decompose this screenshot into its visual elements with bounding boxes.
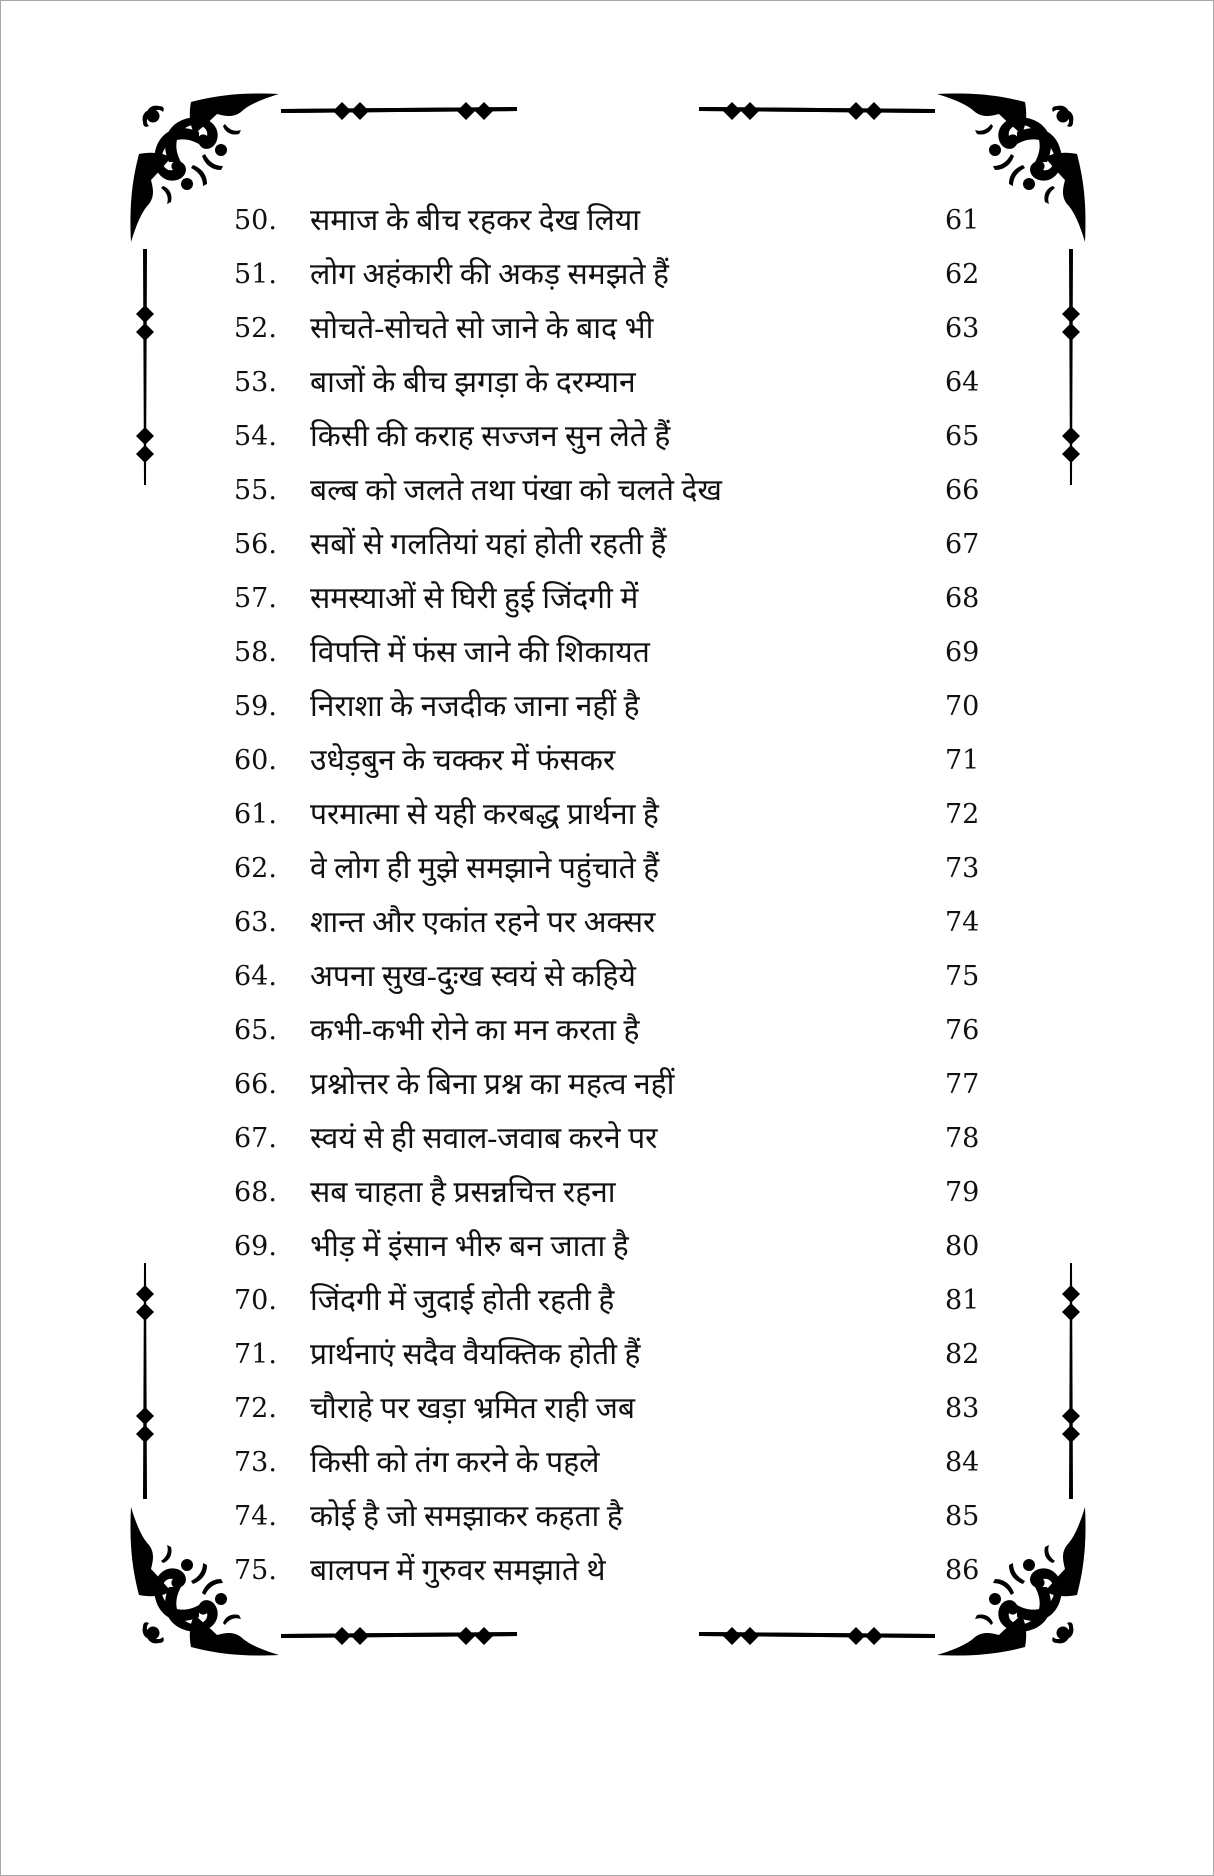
entry-page-number: 63 [945, 313, 980, 344]
entry-title: सब चाहता है प्रसन्नचित्त रहना [310, 1176, 616, 1209]
entry-number: 63. [234, 907, 277, 938]
entry-number: 73. [234, 1447, 277, 1478]
entry-number: 75. [234, 1555, 277, 1586]
toc-entry[interactable] [1, 201, 1213, 255]
entry-number: 53. [234, 367, 277, 398]
toc-entry[interactable] [1, 1551, 1213, 1605]
entry-number: 74. [234, 1501, 277, 1532]
entry-page-number: 71 [945, 745, 980, 776]
toc-entry[interactable] [1, 1281, 1213, 1335]
entry-number: 59. [234, 691, 277, 722]
toc-entry[interactable] [1, 1227, 1213, 1281]
entry-title: कोई है जो समझाकर कहता है [310, 1500, 623, 1533]
entry-title: सोचते-सोचते सो जाने के बाद भी [310, 312, 654, 345]
top-right-rule-divider [699, 96, 935, 126]
entry-title: चौराहे पर खड़ा भ्रमित राही जब [310, 1392, 635, 1425]
toc-entry[interactable] [1, 1443, 1213, 1497]
entry-page-number: 82 [945, 1339, 980, 1370]
entry-page-number: 64 [945, 367, 980, 398]
entry-title: सबों से गलतियां यहां होती रहती हैं [310, 528, 667, 561]
entry-title: शान्त और एकांत रहने पर अक्सर [310, 906, 656, 939]
entry-page-number: 83 [945, 1393, 980, 1424]
entry-number: 56. [234, 529, 277, 560]
toc-entry[interactable] [1, 687, 1213, 741]
toc-entry[interactable] [1, 633, 1213, 687]
entry-title: उधेड़बुन के चक्कर में फंसकर [310, 744, 616, 777]
entry-number: 55. [234, 475, 277, 506]
entry-number: 71. [234, 1339, 277, 1370]
toc-entry[interactable] [1, 525, 1213, 579]
toc-entry[interactable] [1, 309, 1213, 363]
entry-page-number: 69 [945, 637, 980, 668]
entry-number: 62. [234, 853, 277, 884]
entry-title: बाजों के बीच झगड़ा के दरम्यान [310, 366, 636, 399]
entry-title: भीड़ में इंसान भीरु बन जाता है [310, 1230, 629, 1263]
toc-entry[interactable] [1, 417, 1213, 471]
entry-page-number: 68 [945, 583, 980, 614]
entry-page-number: 74 [945, 907, 980, 938]
entry-title: प्रार्थनाएं सदैव वैयक्तिक होती हैं [310, 1338, 641, 1371]
toc-entry[interactable] [1, 1011, 1213, 1065]
entry-title: वे लोग ही मुझे समझाने पहुंचाते हैं [310, 852, 660, 885]
entry-number: 54. [234, 421, 277, 452]
entry-number: 72. [234, 1393, 277, 1424]
entry-page-number: 75 [945, 961, 980, 992]
entry-title: अपना सुख-दुःख स्वयं से कहिये [310, 960, 636, 993]
toc-entry[interactable] [1, 363, 1213, 417]
entry-number: 60. [234, 745, 277, 776]
entry-title: जिंदगी में जुदाई होती रहती है [310, 1284, 615, 1317]
toc-entry[interactable] [1, 1389, 1213, 1443]
bottom-right-rule-divider [699, 1621, 935, 1651]
toc-entry[interactable] [1, 1497, 1213, 1551]
entry-number: 67. [234, 1123, 277, 1154]
entry-number: 70. [234, 1285, 277, 1316]
entry-page-number: 84 [945, 1447, 980, 1478]
entry-number: 66. [234, 1069, 277, 1100]
entry-page-number: 62 [945, 259, 980, 290]
entry-page-number: 79 [945, 1177, 980, 1208]
entry-title: लोग अहंकारी की अकड़ समझते हैं [310, 258, 669, 291]
entry-number: 57. [234, 583, 277, 614]
entry-title: कभी-कभी रोने का मन करता है [310, 1014, 640, 1047]
entry-title: बल्ब को जलते तथा पंखा को चलते देख [310, 474, 722, 507]
entry-title: समस्याओं से घिरी हुई जिंदगी में [310, 582, 639, 615]
entry-title: बालपन में गुरुवर समझाते थे [310, 1554, 606, 1587]
toc-entry[interactable] [1, 579, 1213, 633]
entry-page-number: 67 [945, 529, 980, 560]
bottom-left-rule-divider [281, 1621, 517, 1651]
entry-page-number: 78 [945, 1123, 980, 1154]
entry-title: विपत्ति में फंस जाने की शिकायत [310, 636, 650, 669]
entry-page-number: 65 [945, 421, 980, 452]
entry-page-number: 72 [945, 799, 980, 830]
entry-number: 52. [234, 313, 277, 344]
entry-title: किसी को तंग करने के पहले [310, 1446, 600, 1479]
entry-title: समाज के बीच रहकर देख लिया [310, 204, 640, 237]
entry-page-number: 76 [945, 1015, 980, 1046]
toc-entry[interactable] [1, 1335, 1213, 1389]
toc-entry[interactable] [1, 903, 1213, 957]
entry-number: 65. [234, 1015, 277, 1046]
entry-page-number: 86 [945, 1555, 980, 1586]
toc-entry[interactable] [1, 849, 1213, 903]
entry-page-number: 70 [945, 691, 980, 722]
entry-title: स्वयं से ही सवाल-जवाब करने पर [310, 1122, 658, 1155]
toc-entry[interactable] [1, 255, 1213, 309]
entry-page-number: 61 [945, 205, 980, 236]
entry-number: 69. [234, 1231, 277, 1262]
entry-page-number: 85 [945, 1501, 980, 1532]
top-left-rule-divider [281, 96, 517, 126]
entry-number: 64. [234, 961, 277, 992]
toc-entry[interactable] [1, 471, 1213, 525]
toc-entry[interactable] [1, 741, 1213, 795]
toc-entry[interactable] [1, 957, 1213, 1011]
entry-page-number: 81 [945, 1285, 980, 1316]
entry-page-number: 77 [945, 1069, 980, 1100]
entry-number: 68. [234, 1177, 277, 1208]
entry-number: 58. [234, 637, 277, 668]
entry-number: 50. [234, 205, 277, 236]
entry-number: 61. [234, 799, 277, 830]
entry-title: प्रश्नोत्तर के बिना प्रश्न का महत्व नहीं [310, 1068, 675, 1101]
entry-title: निराशा के नजदीक जाना नहीं है [310, 690, 640, 723]
toc-entry[interactable] [1, 1065, 1213, 1119]
toc-entry[interactable] [1, 1173, 1213, 1227]
toc-entry[interactable] [1, 1119, 1213, 1173]
entry-title: किसी की कराह सज्जन सुन लेते हैं [310, 420, 671, 453]
entry-page-number: 73 [945, 853, 980, 884]
entry-number: 51. [234, 259, 277, 290]
entry-title: परमात्मा से यही करबद्ध प्रार्थना है [310, 798, 659, 831]
entry-page-number: 80 [945, 1231, 980, 1262]
toc-entry[interactable] [1, 795, 1213, 849]
entry-page-number: 66 [945, 475, 980, 506]
